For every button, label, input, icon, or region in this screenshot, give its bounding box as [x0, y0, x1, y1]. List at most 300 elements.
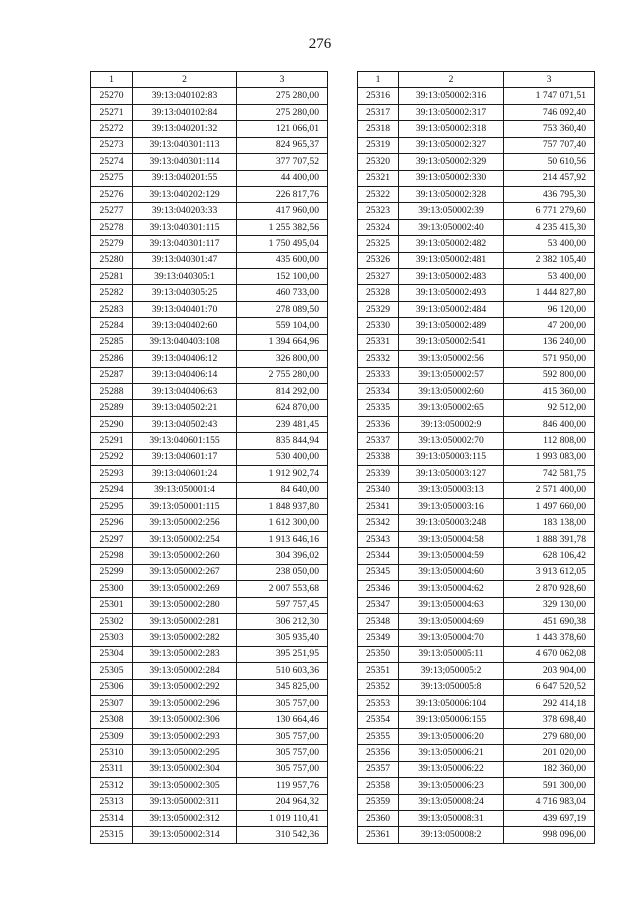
- table-row: [91, 761, 328, 777]
- cadastral-number-cell: 39:13:040102:83: [133, 88, 237, 104]
- value-cell: 130 664,46: [237, 712, 328, 728]
- table-row: [91, 613, 328, 629]
- cadastral-number-cell: 39:13:050006:20: [399, 728, 504, 744]
- value-cell: 279 680,00: [504, 728, 595, 744]
- value-cell: 1 993 083,00: [504, 449, 595, 465]
- table-row: [91, 597, 328, 613]
- cadastral-number-cell: 39:13:050002:541: [399, 334, 504, 350]
- row-number-cell: 25333: [358, 367, 399, 383]
- table-row: [358, 531, 595, 547]
- row-number-cell: 25282: [91, 285, 133, 301]
- table-row: [91, 137, 328, 153]
- value-cell: 226 817,76: [237, 186, 328, 202]
- cadastral-number-cell: 39:13:050002:65: [399, 400, 504, 416]
- table-row: [91, 285, 328, 301]
- value-cell: 238 050,00: [237, 564, 328, 580]
- row-number-cell: 25361: [358, 827, 399, 843]
- right-register-table: [357, 71, 595, 844]
- cadastral-number-cell: 39:13:050001:115: [133, 498, 237, 514]
- value-cell: 1 497 660,00: [504, 498, 595, 514]
- row-number-cell: 25310: [91, 745, 133, 761]
- row-number-cell: 25303: [91, 630, 133, 646]
- value-cell: 121 066,01: [237, 121, 328, 137]
- row-number-cell: 25280: [91, 252, 133, 268]
- table-row: [358, 745, 595, 761]
- row-number-cell: 25300: [91, 581, 133, 597]
- row-number-cell: 25348: [358, 613, 399, 629]
- table-row: [358, 581, 595, 597]
- value-cell: 6 647 520,52: [504, 679, 595, 695]
- table-header-row: [91, 72, 328, 88]
- row-number-cell: 25330: [358, 318, 399, 334]
- cadastral-number-cell: 39:13:040601:155: [133, 433, 237, 449]
- row-number-cell: 25294: [91, 482, 133, 498]
- cadastral-number-cell: 39:13:040203:33: [133, 203, 237, 219]
- row-number-cell: 25354: [358, 712, 399, 728]
- value-cell: 436 795,30: [504, 186, 595, 202]
- table-row: [358, 318, 595, 334]
- row-number-cell: 25318: [358, 121, 399, 137]
- value-cell: 92 512,00: [504, 400, 595, 416]
- row-number-cell: 25271: [91, 104, 133, 120]
- value-cell: 239 481,45: [237, 416, 328, 432]
- value-cell: 201 020,00: [504, 745, 595, 761]
- cadastral-number-cell: 39:13:050001:4: [133, 482, 237, 498]
- table-row: [91, 482, 328, 498]
- row-number-cell: 25279: [91, 236, 133, 252]
- value-cell: 305 757,00: [237, 745, 328, 761]
- row-number-cell: 25323: [358, 203, 399, 219]
- table-row: [91, 794, 328, 810]
- value-cell: 4 716 983,04: [504, 794, 595, 810]
- cadastral-number-cell: 39:13:050002:40: [399, 219, 504, 235]
- row-number-cell: 25336: [358, 416, 399, 432]
- row-number-cell: 25350: [358, 646, 399, 662]
- table-row: [91, 663, 328, 679]
- row-number-cell: 25352: [358, 679, 399, 695]
- value-cell: 742 581,75: [504, 466, 595, 482]
- cadastral-number-cell: 39:13:050006:155: [399, 712, 504, 728]
- left-table-body: [91, 72, 328, 844]
- row-number-cell: 25347: [358, 597, 399, 613]
- row-number-cell: 25293: [91, 466, 133, 482]
- cadastral-number-cell: 39:13:040301:47: [133, 252, 237, 268]
- table-header-row: [358, 72, 595, 88]
- value-cell: 119 957,76: [237, 778, 328, 794]
- table-row: [91, 384, 328, 400]
- row-number-cell: 25275: [91, 170, 133, 186]
- value-cell: 326 800,00: [237, 351, 328, 367]
- row-number-cell: 25334: [358, 384, 399, 400]
- value-cell: 310 542,36: [237, 827, 328, 843]
- value-cell: 1 443 378,60: [504, 630, 595, 646]
- value-cell: 417 960,00: [237, 203, 328, 219]
- row-number-cell: 25355: [358, 728, 399, 744]
- cadastral-number-cell: 39:13:050002:256: [133, 515, 237, 531]
- value-cell: 510 603,36: [237, 663, 328, 679]
- cadastral-number-cell: 39:13:050002:328: [399, 186, 504, 202]
- row-number-cell: 25319: [358, 137, 399, 153]
- table-row: [358, 334, 595, 350]
- row-number-cell: 25322: [358, 186, 399, 202]
- row-number-cell: 25342: [358, 515, 399, 531]
- table-row: [358, 121, 595, 137]
- row-number-cell: 25281: [91, 269, 133, 285]
- table-row: [91, 367, 328, 383]
- table-row: [91, 351, 328, 367]
- value-cell: 439 697,19: [504, 810, 595, 826]
- table-row: [91, 219, 328, 235]
- row-number-cell: 25337: [358, 433, 399, 449]
- row-number-cell: 25328: [358, 285, 399, 301]
- column-header-2: 2: [399, 72, 504, 88]
- row-number-cell: 25340: [358, 482, 399, 498]
- table-row: [358, 728, 595, 744]
- cadastral-number-cell: 39:13:050004:70: [399, 630, 504, 646]
- row-number-cell: 25357: [358, 761, 399, 777]
- value-cell: 292 414,18: [504, 696, 595, 712]
- cadastral-number-cell: 39:13:050002:493: [399, 285, 504, 301]
- row-number-cell: 25338: [358, 449, 399, 465]
- table-row: [358, 564, 595, 580]
- value-cell: 96 120,00: [504, 301, 595, 317]
- value-cell: 345 825,00: [237, 679, 328, 695]
- cadastral-number-cell: 39:13:050002:60: [399, 384, 504, 400]
- table-row: [91, 679, 328, 695]
- table-row: [358, 186, 595, 202]
- value-cell: 1 255 382,56: [237, 219, 328, 235]
- table-row: [91, 548, 328, 564]
- table-row: [358, 219, 595, 235]
- value-cell: 530 400,00: [237, 449, 328, 465]
- table-row: [358, 515, 595, 531]
- table-row: [358, 810, 595, 826]
- table-row: [91, 531, 328, 547]
- row-number-cell: 25331: [358, 334, 399, 350]
- cadastral-number-cell: 39:13:050002:330: [399, 170, 504, 186]
- table-row: [358, 400, 595, 416]
- row-number-cell: 25307: [91, 696, 133, 712]
- row-number-cell: 25308: [91, 712, 133, 728]
- row-number-cell: 25283: [91, 301, 133, 317]
- table-row: [358, 154, 595, 170]
- cadastral-number-cell: 39:13:050002:267: [133, 564, 237, 580]
- value-cell: 305 757,00: [237, 761, 328, 777]
- cadastral-number-cell: 39:13:050004:60: [399, 564, 504, 580]
- table-row: [358, 679, 595, 695]
- row-number-cell: 25314: [91, 810, 133, 826]
- cadastral-number-cell: 39:13:050003:248: [399, 515, 504, 531]
- row-number-cell: 25317: [358, 104, 399, 120]
- table-row: [91, 318, 328, 334]
- cadastral-number-cell: 39:13:050002:280: [133, 597, 237, 613]
- value-cell: 1 019 110,41: [237, 810, 328, 826]
- cadastral-number-cell: 39:13:050002:329: [399, 154, 504, 170]
- row-number-cell: 25313: [91, 794, 133, 810]
- row-number-cell: 25326: [358, 252, 399, 268]
- row-number-cell: 25341: [358, 498, 399, 514]
- table-row: [358, 482, 595, 498]
- row-number-cell: 25270: [91, 88, 133, 104]
- cadastral-number-cell: 39:13:050002:56: [399, 351, 504, 367]
- value-cell: 275 280,00: [237, 88, 328, 104]
- value-cell: 112 808,00: [504, 433, 595, 449]
- value-cell: 2 007 553,68: [237, 581, 328, 597]
- value-cell: 2 870 928,60: [504, 581, 595, 597]
- value-cell: 275 280,00: [237, 104, 328, 120]
- cadastral-number-cell: 39:13:050002:283: [133, 646, 237, 662]
- cadastral-number-cell: 39:13:040403:108: [133, 334, 237, 350]
- row-number-cell: 25359: [358, 794, 399, 810]
- cadastral-number-cell: 39:13:050002:481: [399, 252, 504, 268]
- row-number-cell: 25298: [91, 548, 133, 564]
- table-row: [358, 137, 595, 153]
- table-row: [358, 269, 595, 285]
- cadastral-number-cell: 39:13:050004:69: [399, 613, 504, 629]
- value-cell: 4 670 062,08: [504, 646, 595, 662]
- table-row: [358, 761, 595, 777]
- value-cell: 592 800,00: [504, 367, 595, 383]
- table-row: [358, 433, 595, 449]
- cadastral-number-cell: 39:13:050002:295: [133, 745, 237, 761]
- value-cell: 152 100,00: [237, 269, 328, 285]
- table-row: [91, 712, 328, 728]
- value-cell: 624 870,00: [237, 400, 328, 416]
- cadastral-number-cell: 39:13:050002:269: [133, 581, 237, 597]
- row-number-cell: 25299: [91, 564, 133, 580]
- cadastral-number-cell: 39:13:050006:23: [399, 778, 504, 794]
- table-row: [91, 121, 328, 137]
- row-number-cell: 25339: [358, 466, 399, 482]
- value-cell: 305 935,40: [237, 630, 328, 646]
- row-number-cell: 25290: [91, 416, 133, 432]
- row-number-cell: 25344: [358, 548, 399, 564]
- table-row: [91, 252, 328, 268]
- value-cell: 1 394 664,96: [237, 334, 328, 350]
- table-row: [91, 778, 328, 794]
- table-row: [91, 564, 328, 580]
- cadastral-number-cell: 39:13:040202:129: [133, 186, 237, 202]
- table-row: [91, 696, 328, 712]
- cadastral-number-cell: 39:13:050002:483: [399, 269, 504, 285]
- row-number-cell: 25335: [358, 400, 399, 416]
- table-row: [91, 466, 328, 482]
- cadastral-number-cell: 39:13:050002:305: [133, 778, 237, 794]
- value-cell: 1 912 902,74: [237, 466, 328, 482]
- value-cell: 4 235 415,30: [504, 219, 595, 235]
- value-cell: 451 690,38: [504, 613, 595, 629]
- row-number-cell: 25325: [358, 236, 399, 252]
- cadastral-number-cell: 39:13:040301:115: [133, 219, 237, 235]
- value-cell: 305 757,00: [237, 728, 328, 744]
- table-row: [358, 416, 595, 432]
- row-number-cell: 25289: [91, 400, 133, 416]
- column-header-3: 3: [237, 72, 328, 88]
- cadastral-number-cell: 39:13:050002:282: [133, 630, 237, 646]
- cadastral-number-cell: 39:13:050002:254: [133, 531, 237, 547]
- row-number-cell: 25297: [91, 531, 133, 547]
- row-number-cell: 25321: [358, 170, 399, 186]
- table-row: [91, 581, 328, 597]
- table-row: [358, 597, 595, 613]
- column-header-1: 1: [358, 72, 399, 88]
- value-cell: 214 457,92: [504, 170, 595, 186]
- row-number-cell: 25288: [91, 384, 133, 400]
- value-cell: 53 400,00: [504, 269, 595, 285]
- row-number-cell: 25285: [91, 334, 133, 350]
- left-register-table: [90, 71, 328, 844]
- value-cell: 278 089,50: [237, 301, 328, 317]
- cadastral-number-cell: 39:13:040601:17: [133, 449, 237, 465]
- value-cell: 824 965,37: [237, 137, 328, 153]
- row-number-cell: 25276: [91, 186, 133, 202]
- cadastral-number-cell: 39:13:040601:24: [133, 466, 237, 482]
- table-row: [358, 827, 595, 843]
- table-row: [91, 334, 328, 350]
- table-row: [91, 88, 328, 104]
- table-row: [358, 498, 595, 514]
- value-cell: 204 964,32: [237, 794, 328, 810]
- value-cell: 1 888 391,78: [504, 531, 595, 547]
- value-cell: 597 757,45: [237, 597, 328, 613]
- cadastral-number-cell: 39:13:050002:304: [133, 761, 237, 777]
- row-number-cell: 25274: [91, 154, 133, 170]
- table-row: [91, 449, 328, 465]
- table-row: [358, 613, 595, 629]
- row-number-cell: 25345: [358, 564, 399, 580]
- cadastral-number-cell: 39:13:050002:484: [399, 301, 504, 317]
- cadastral-number-cell: 39:13:050004:59: [399, 548, 504, 564]
- value-cell: 435 600,00: [237, 252, 328, 268]
- value-cell: 753 360,40: [504, 121, 595, 137]
- cadastral-number-cell: 39:13:050002:312: [133, 810, 237, 826]
- cadastral-number-cell: 39:13:050002:284: [133, 663, 237, 679]
- table-row: [91, 630, 328, 646]
- cadastral-number-cell: 39:13:050003:115: [399, 449, 504, 465]
- value-cell: 329 130,00: [504, 597, 595, 613]
- table-row: [91, 170, 328, 186]
- table-row: [91, 827, 328, 843]
- row-number-cell: 25311: [91, 761, 133, 777]
- cadastral-number-cell: 39:13:050006:21: [399, 745, 504, 761]
- column-header-2: 2: [133, 72, 237, 88]
- table-row: [358, 630, 595, 646]
- cadastral-number-cell: 39:13:050002:39: [399, 203, 504, 219]
- row-number-cell: 25358: [358, 778, 399, 794]
- table-row: [91, 301, 328, 317]
- table-row: [91, 515, 328, 531]
- row-number-cell: 25295: [91, 498, 133, 514]
- table-row: [358, 88, 595, 104]
- cadastral-number-cell: 39:13:040301:114: [133, 154, 237, 170]
- value-cell: 2 755 280,00: [237, 367, 328, 383]
- cadastral-number-cell: 39:13:040502:43: [133, 416, 237, 432]
- table-row: [91, 646, 328, 662]
- row-number-cell: 25304: [91, 646, 133, 662]
- cadastral-number-cell: 39:13:050002:260: [133, 548, 237, 564]
- value-cell: 1 913 646,16: [237, 531, 328, 547]
- cadastral-number-cell: 39:13:050002:327: [399, 137, 504, 153]
- value-cell: 304 396,02: [237, 548, 328, 564]
- table-row: [91, 236, 328, 252]
- value-cell: 2 382 105,40: [504, 252, 595, 268]
- table-row: [358, 367, 595, 383]
- value-cell: 591 300,00: [504, 778, 595, 794]
- cadastral-number-cell: 39:13:050008:24: [399, 794, 504, 810]
- table-row: [358, 301, 595, 317]
- cadastral-number-cell: 39:13:050004:58: [399, 531, 504, 547]
- value-cell: 50 610,56: [504, 154, 595, 170]
- cadastral-number-cell: 39:13:040201:32: [133, 121, 237, 137]
- value-cell: 559 104,00: [237, 318, 328, 334]
- table-row: [91, 154, 328, 170]
- cadastral-number-cell: 39:13:050008:31: [399, 810, 504, 826]
- value-cell: 846 400,00: [504, 416, 595, 432]
- cadastral-number-cell: 39:13:050005:11: [399, 646, 504, 662]
- table-row: [358, 794, 595, 810]
- row-number-cell: 25309: [91, 728, 133, 744]
- value-cell: 460 733,00: [237, 285, 328, 301]
- cadastral-number-cell: 39:13:040305:1: [133, 269, 237, 285]
- cadastral-number-cell: 39:13:050003:13: [399, 482, 504, 498]
- cadastral-number-cell: 39:13:050002:316: [399, 88, 504, 104]
- cadastral-number-cell: 39:13:040406:63: [133, 384, 237, 400]
- value-cell: 44 400,00: [237, 170, 328, 186]
- row-number-cell: 25316: [358, 88, 399, 104]
- row-number-cell: 25286: [91, 351, 133, 367]
- row-number-cell: 25305: [91, 663, 133, 679]
- table-row: [91, 728, 328, 744]
- value-cell: 305 757,00: [237, 696, 328, 712]
- value-cell: 3 913 612,05: [504, 564, 595, 580]
- row-number-cell: 25291: [91, 433, 133, 449]
- row-number-cell: 25332: [358, 351, 399, 367]
- row-number-cell: 25349: [358, 630, 399, 646]
- cadastral-number-cell: 39:13:040305:25: [133, 285, 237, 301]
- value-cell: 203 904,00: [504, 663, 595, 679]
- cadastral-number-cell: 39:13:050004:63: [399, 597, 504, 613]
- column-header-1: 1: [91, 72, 133, 88]
- row-number-cell: 25320: [358, 154, 399, 170]
- row-number-cell: 25356: [358, 745, 399, 761]
- value-cell: 183 138,00: [504, 515, 595, 531]
- cadastral-number-cell: 39:13:050002:311: [133, 794, 237, 810]
- cadastral-number-cell: 39:13:050004:62: [399, 581, 504, 597]
- row-number-cell: 25284: [91, 318, 133, 334]
- value-cell: 835 844,94: [237, 433, 328, 449]
- cadastral-number-cell: 39:13:050003:127: [399, 466, 504, 482]
- cadastral-number-cell: 39:13:050002:292: [133, 679, 237, 695]
- row-number-cell: 25360: [358, 810, 399, 826]
- cadastral-number-cell: 39:13:040301:117: [133, 236, 237, 252]
- table-row: [91, 186, 328, 202]
- cadastral-number-cell: 39:13:040401:70: [133, 301, 237, 317]
- table-row: [358, 104, 595, 120]
- value-cell: 1 848 937,80: [237, 498, 328, 514]
- table-row: [358, 252, 595, 268]
- table-row: [358, 203, 595, 219]
- value-cell: 628 106,42: [504, 548, 595, 564]
- cadastral-number-cell: 39:13:040406:12: [133, 351, 237, 367]
- value-cell: 746 092,40: [504, 104, 595, 120]
- cadastral-number-cell: 39:13:050002:296: [133, 696, 237, 712]
- cadastral-number-cell: 39:13:040201:55: [133, 170, 237, 186]
- value-cell: 306 212,30: [237, 613, 328, 629]
- table-row: [91, 416, 328, 432]
- table-row: [358, 778, 595, 794]
- value-cell: 47 200,00: [504, 318, 595, 334]
- value-cell: 136 240,00: [504, 334, 595, 350]
